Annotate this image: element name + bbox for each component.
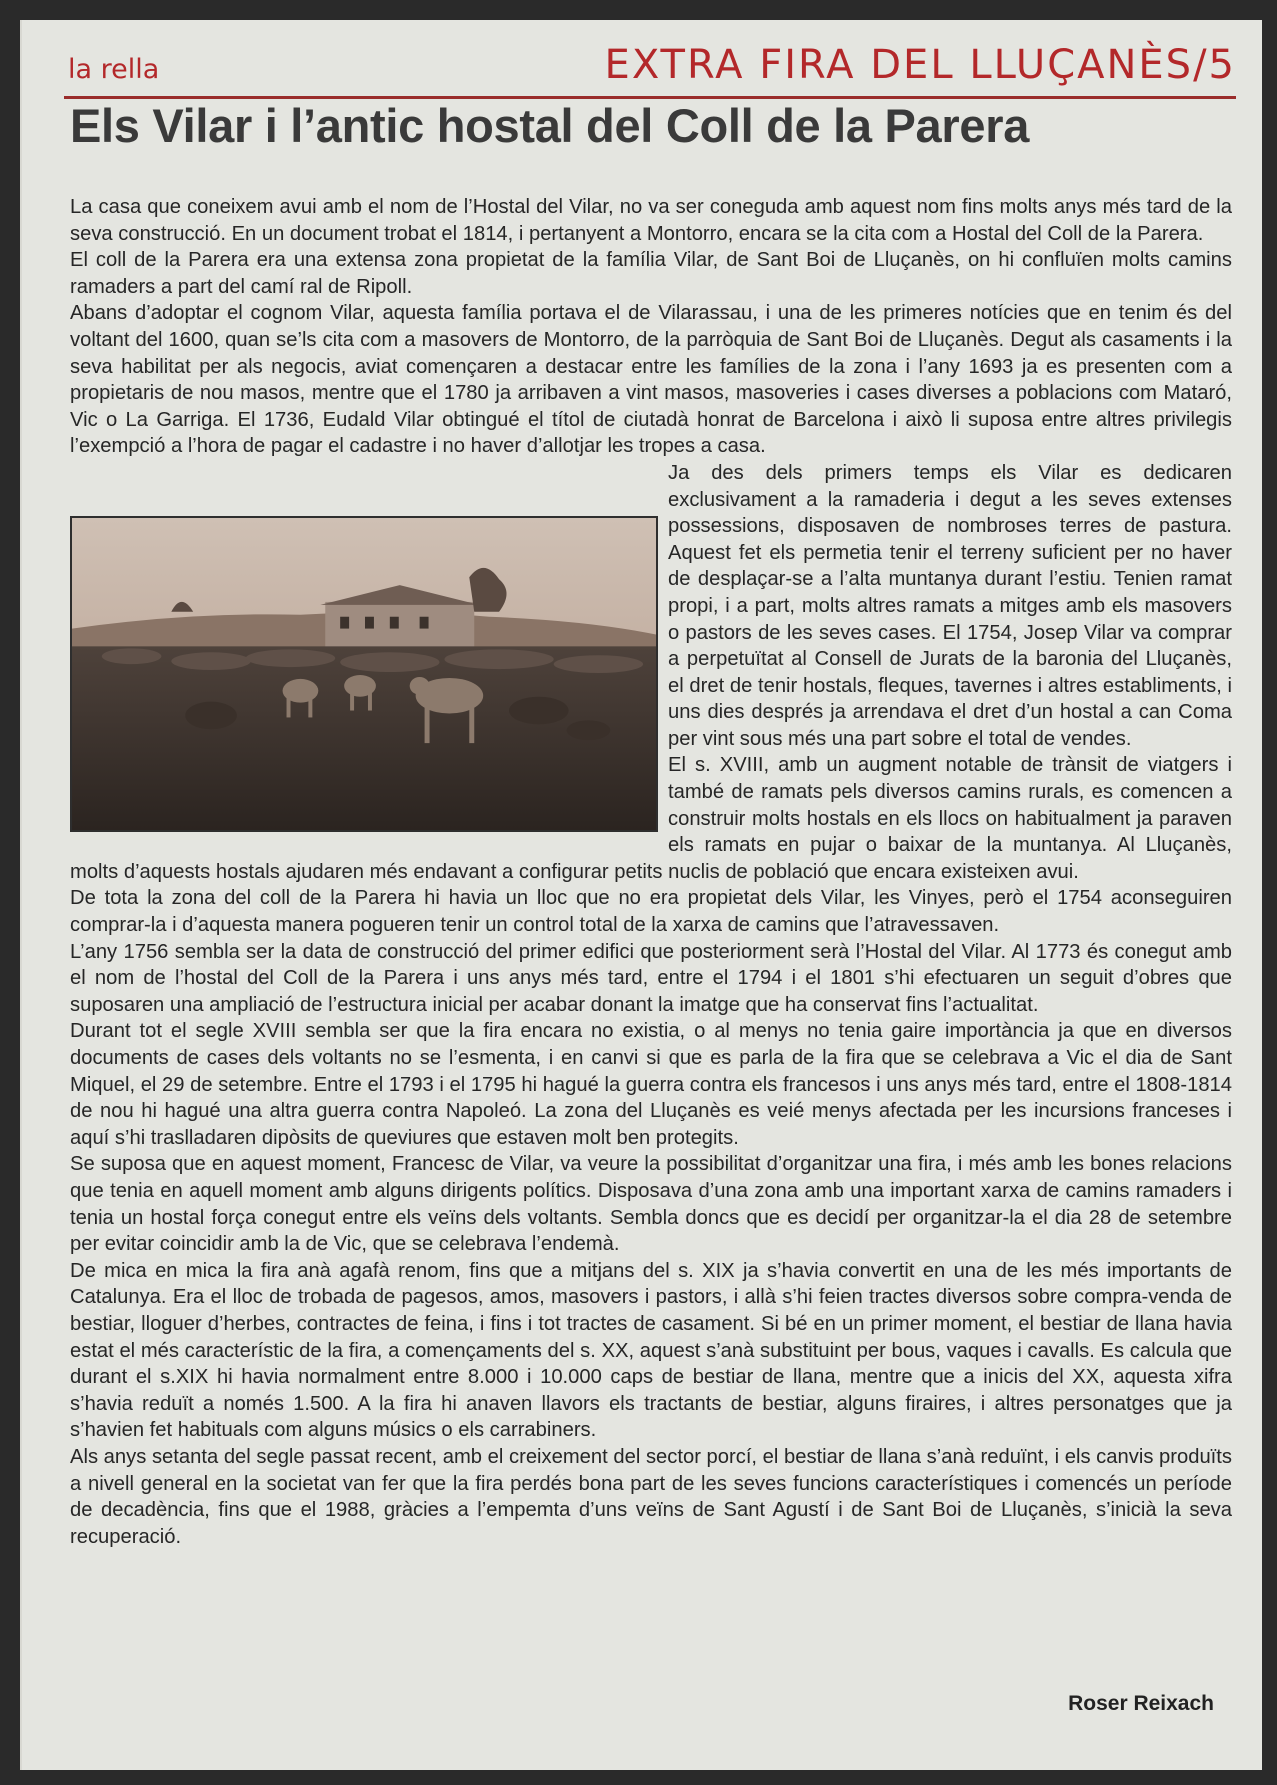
article-paragraph: Abans d’adoptar el cognom Vilar, aquesta família portava el de Vilarassau, i una de les primeres notícies que en tenim és del voltant del 1600, quan se’ls cita com a masovers de Montorro, de la parròquia de Sant Boi de Lluçanès. Degut als casaments i la seva habilitat per als negocis, aviat començaren a destacar entre les famílies de la zona i l’any 1693 ja es presenten com a propietaris de nou masos, mentre que el 1780 ja arribaven a vint masos, masoveries i cases diverses a poblacions com Mataró, Vic o La Garriga. El 1736, Eudald Vilar obtingué el títol de ciutadà honrat de Barcelona i això li suposa entre altres privilegis l’exempció a l’hora de pagar el cadastre i no haver d’allotjar les tropes a casa. (70, 302, 1232, 458)
article-paragraph: La casa que coneixem avui amb el nom de l’Hostal del Vilar, no va ser coneguda amb aquest nom fins molts anys més tard de la seva construcció. En un document trobat el 1814, i pertanyent a Montorro, encara se la cita com a Hostal del Coll de la Parera. (70, 196, 1232, 245)
article-paragraph: L’any 1756 sembla ser la data de construcció del primer edifici que posteriorment serà l’Hostal del Vilar. Al 1773 és conegut amb el nom de l’hostal del Coll de la Parera i uns anys més tard, entre el 1794 i el 1801 s’hi efectuaren un seguit d’obres que suposaren una ampliació de l’estructura inicial per acabar donant la imatge que ha conservat fins l’actualitat. (70, 940, 1232, 1016)
article-photo (70, 516, 658, 832)
article-body (70, 194, 1232, 1550)
article-paragraph: El coll de la Parera era una extensa zona propietat de la família Vilar, de Sant Boi de Lluçanès, on hi confluïen molts camins ramaders a part del camí ral de Ripoll. (70, 249, 1232, 298)
publication-name: la rella (68, 54, 160, 85)
article-paragraph: De mica en mica la fira anà agafà renom, fins que a mitjans del s. XIX ja s’havia convertit en una de les més importants de Catalunya. Era el lloc de trobada de pagesos, amos, masovers i pastors, i allà s’hi feien tractes diversos sobre compra-venda de bestiar, lloguer d’herbes, contractes de feina, i fins i tot tractes de casament. Si bé en un primer moment, el bestiar de llana havia estat el més característic de la fira, a començaments del s. XX, aquest s’anà substituint per bous, vaques i cavalls. Es calcula que durant el s.XIX hi havia normalment entre 8.000 i 10.000 caps de bestiar de llana, mentre que a inicis del XX, aquesta xifra s’havia reduït a només 1.500. A la fira hi anaven llavors els tractants de bestiar, alguns firaires, i altres personatges que ja s’havien fet habituals com alguns músics o els carrabiners. (70, 1259, 1232, 1442)
section-title: EXTRA FIRA DEL LLUÇANÈS/5 (604, 42, 1236, 88)
author-byline: Roser Reixach (1068, 1692, 1214, 1715)
article-paragraph: Als anys setanta del segle passat recent, amb el creixement del sector porcí, el bestiar de llana s’anà reduïnt, i els canvis produïts a nivell general en la societat van fer que la fira perdés bona part de les seves funcions característiques i comencés un període de decadència, fins que el 1988, gràcies a l’empemta d’uns veïns de Sant Agustí i de Sant Boi de Lluçanès, s’inicià la seva recuperació. (70, 1445, 1232, 1548)
cattle-fair-photo-icon (72, 518, 656, 830)
article-paragraph: Durant tot el segle XVIII sembla ser que la fira encara no existia, o al menys no tenia gaire importància ja que en diversos documents de cases dels voltants no se l’esmenta, i en canvi si que es parla de la fira que se celebrava a Vic el dia de Sant Miquel, el 29 de setembre. Entre el 1793 i el 1795 hi hagué la guerra contra els francesos i uns anys més tard, entre el 1808-1814 de nou hi hagué una altra guerra contra Napoleó. La zona del Lluçanès es veié menys afectada per les incursions franceses i aquí s’hi traslladaren dipòsits de queviures que estaven molt ben protegits. (70, 1020, 1232, 1149)
masthead (64, 36, 1236, 98)
article-paragraph: El s. XVIII, amb un augment notable de trànsit de viatgers i també de ramats pels diversos camins rurals, es comencen a construir molts hostals en els llocs on habitualment ja paraven els ramats en pujar o baixar de la muntanya. Al Lluçanès, molts d’aquests hostals ajudaren més endavant a configurar petits nuclis de població que encara existeixen avui. (70, 754, 1232, 883)
article-paragraph: De tota la zona del coll de la Parera hi havia un lloc que no era propietat dels Vilar, les Vinyes, però el 1754 aconseguiren comprar-la i d’aquesta manera pogueren tenir un control total de la xarxa de camins que l’atravessaven. (70, 887, 1232, 937)
newspaper-page (20, 20, 1262, 1770)
article-paragraph: Ja des dels primers temps els Vilar es dedicaren exclusivament a la ramaderia i degut a les seves extenses possessions, disposaven de nombroses terres de pastura. Aquest fet els permetia tenir el terreny suficient per no haver de desplaçar-se a l’alta muntanya durant l’estiu. Tenien ramat propi, i a part, molts altres ramats a mitges amb els masovers o pastors de les seves cases. El 1754, Josep Vilar va comprar a perpetuïtat al Consell de Jurats de la baronia del Lluçanès, el dret de tenir hostals, fleques, tavernes i altres establiments, i uns dies després ja arrendava el dret d’un hostal a can Coma per vint sous més una part sobre el total de vendes. (668, 461, 1232, 750)
article-headline: Els Vilar i l’antic hostal del Coll de la Parera (70, 99, 1030, 152)
article-paragraph: Se suposa que en aquest moment, Francesc de Vilar, va veure la possibilitat d’organitzar una fira, i més amb les bones relacions que tenia en aquell moment amb alguns dirigents polítics. Disposava d’una zona amb una important xarxa de camins ramaders i tenia un hostal força conegut entre els veïns dels voltants. Sembla doncs que es decidí per organitzar-la el dia 28 de setembre per evitar coincidir amb la de Vic, que se celebrava l’endemà. (70, 1153, 1232, 1256)
